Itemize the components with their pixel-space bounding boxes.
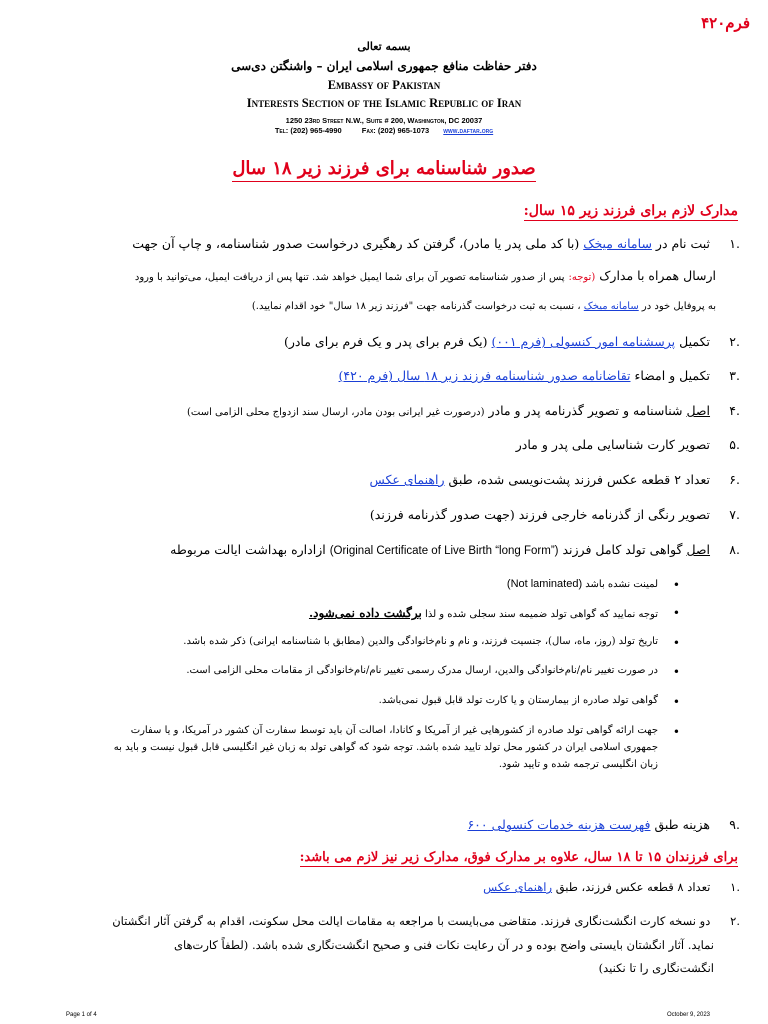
- bullet-name-change: • در صورت تغییر نام/نام‌خانوادگی والدین، ارسال مدرک رسمی تغییر نام/نام‌خانوادگی از مقامات محلی الزامی است.: [38, 662, 658, 679]
- bullet-text: لمینت نشده باشد: [585, 579, 658, 590]
- section2-heading: برای فرزندان ۱۵ تا ۱۸ سال، علاوه بر مدارک فوق، مدارک زیر نیز لازم می باشد:: [299, 850, 738, 865]
- item-text: شناسنامه و تصویر گذرنامه پدر و مادر: [488, 403, 683, 418]
- item-text: گواهی تولد کامل فرزند: [562, 542, 683, 557]
- fax: Fax: (202) 965-1073: [361, 126, 430, 135]
- mikhak-link-2[interactable]: سامانه میخک: [583, 301, 639, 312]
- s1-item-9: [38, 817, 740, 832]
- item-text: (با کد ملی پدر یا مادر)، گرفتن کد رهگیری درخواست صدور شناسنامه، و چاپ آن جهت: [132, 236, 580, 251]
- item-text: تکمیل و امضاء: [634, 368, 711, 383]
- bullet-foreign-cert: [38, 722, 658, 773]
- s1-item-8: [38, 542, 740, 559]
- page-number: Page 1 of 4: [66, 1012, 97, 1018]
- bullet-emphasis: برگشت داده نمی‌شود.: [308, 606, 422, 620]
- s1-item-5: [38, 437, 740, 452]
- item-text: تصویر کارت شناسایی ملی پدر و مادر: [515, 437, 711, 452]
- s1-item-1: [38, 236, 740, 251]
- document-title-text: صدور شناسنامه برای فرزند زیر ۱۸ سال: [232, 158, 535, 182]
- s1-item-6: [38, 472, 740, 487]
- item-number: .۲: [730, 914, 740, 928]
- fee-list-link[interactable]: فهرست هزینه خدمات کنسولی ۶۰۰: [467, 817, 651, 832]
- item-number: .۱: [730, 880, 740, 894]
- office-name-fa: دفتر حفاظت منافع جمهوری اسلامی ایران – واشنگتن دی‌سی: [231, 59, 537, 73]
- item-text: ثبت نام در: [655, 236, 711, 251]
- s2-item-2: [38, 910, 740, 981]
- item-number: .۹: [729, 817, 740, 832]
- item-text: انگشت‌نگاری را تا نکنید): [598, 961, 714, 976]
- s1-item-1-line3: [38, 301, 716, 313]
- item-text: ارسال همراه با مدارک: [599, 268, 716, 283]
- photo-guide-link[interactable]: راهنمای عکس: [369, 472, 445, 487]
- item-text-en: (Original Certificate of Live Birth “long Form”): [329, 545, 559, 557]
- item-number: .۸: [729, 542, 740, 557]
- s1-item-1-line2: [38, 268, 716, 284]
- website-link[interactable]: www.daftar.org: [443, 126, 494, 135]
- document-date: October 9, 2023: [666, 1012, 710, 1018]
- contact-line: [0, 126, 768, 135]
- form-420-link[interactable]: تقاضانامه صدور شناسنامه فرزند زیر ۱۸ سال (فرم ۴۲۰): [338, 368, 631, 383]
- telephone: Tel: (202) 965-4990: [274, 126, 342, 135]
- item-text: تعداد ۸ قطعه عکس فرزند، طبق: [555, 880, 711, 894]
- item-number: .۱: [729, 236, 740, 251]
- s1-item-4: [38, 403, 740, 419]
- item-text: تصویر رنگی از گذرنامه خارجی فرزند (جهت صدور گذرنامه فرزند): [369, 507, 711, 522]
- bullet-text: توجه نمایید که گواهی تولد ضمیمه سند سجلی شده و لذا: [425, 609, 658, 620]
- bullet-not-returned: [38, 603, 658, 623]
- s1-item-7: [38, 507, 740, 522]
- item-text: ازاداره بهداشت ایالت مربوطه: [170, 542, 326, 557]
- bullet-line: • جهت ارائه گواهی تولد صادره از کشورهایی غیر از آمریکا و کانادا، اصالت آن باید توسط سفارت آن کشور در آمریکا، و یا سفارت: [130, 725, 658, 736]
- item-number: .۶: [729, 472, 740, 487]
- item-number: .۴: [729, 403, 740, 418]
- address: 1250 23rd Street N.W., Suite # 200, Washington, DC 20037: [285, 116, 483, 125]
- letterhead: [0, 40, 768, 135]
- item-text: نماید. آثار انگشتان بایستی واضح بوده و در آن رعایت نکات فنی و صحیح انگشت‌نگاری شده باشد. (لطفاً کارت‌های: [173, 937, 714, 952]
- item-text: اصل: [686, 542, 711, 557]
- item-number: .۷: [729, 507, 740, 522]
- item-text: (یک فرم برای پدر و یک فرم برای مادر): [283, 334, 488, 349]
- bullet-not-laminated: [38, 575, 658, 594]
- section1-heading: مدارک لازم برای فرزند زیر ۱۵ سال:: [523, 203, 738, 219]
- note-text: به پروفایل خود در: [641, 301, 716, 312]
- bullet-hospital-cert: • گواهی تولد صادره از بیمارستان و یا کارت تولد قابل قبول نمی‌باشد.: [38, 692, 658, 709]
- item-note: (درصورت غیر ایرانی بودن مادر، ارسال سند ازدواج محلی الزامی است): [186, 407, 485, 418]
- item-text: اصل: [686, 403, 711, 418]
- item-number: .۲: [729, 334, 740, 349]
- interests-section-name: Interests Section of the Islamic Republic of Iran: [246, 96, 522, 110]
- note-text: ، نسبت به ثبت درخواست گذرنامه جهت "فرزند زیر ۱۸ سال" خود اقدام نمایید.): [251, 301, 581, 312]
- note-label: (توجه:: [568, 272, 596, 283]
- item-number: .۵: [729, 437, 740, 452]
- item-text: دو نسخه کارت انگشت‌نگاری فرزند. متقاضی می‌بایست با مراجعه به مقامات ایالت محل سکونت، اقدام به گرفتن آثار انگشتان: [112, 914, 711, 928]
- bullet-text-en: (Not laminated): [506, 578, 583, 590]
- consular-form-001-link[interactable]: پرسشنامه امور کنسولی (فرم ۰۰۱): [491, 334, 676, 349]
- bismillah: بسمه تعالی: [357, 40, 411, 53]
- photo-guide-link-2[interactable]: راهنمای عکس: [483, 880, 553, 894]
- s1-item-2: [38, 334, 740, 349]
- mikhak-link[interactable]: سامانه میخک: [583, 236, 652, 251]
- bullet-line: جمهوری اسلامی ایران در کشور محل تولد تایید شده باشد. توجه شود که گواهی تولد به زبان غیر انگلیسی قابل قبول نیست و باید به: [113, 742, 658, 753]
- item-text: تعداد ۲ قطعه عکس فرزند پشت‌نویسی شده، طبق: [448, 472, 711, 487]
- bullet-line: زبان انگلیسی ترجمه شده و تایید شود.: [498, 759, 658, 770]
- embassy-name: Embassy of Pakistan: [327, 78, 441, 92]
- document-title: [0, 158, 768, 179]
- s2-item-1: [38, 881, 740, 895]
- form-number: فرم۴۲۰: [701, 14, 750, 32]
- bullet-birth-details: • تاریخ تولد (روز، ماه، سال)، جنسیت فرزند، و نام و نام‌خانوادگی والدین (مطابق با شناسنامه ایرانی) ذکر شده باشد.: [38, 633, 658, 650]
- item-number: .۳: [729, 368, 740, 383]
- note-text: پس از صدور شناسنامه تصویر آن برای شما ایمیل خواهد شد. تنها پس از دریافت ایمیل، می‌توانید با ورود: [134, 272, 565, 283]
- item-text: هزینه طبق: [654, 817, 711, 832]
- item-text: تکمیل: [679, 334, 711, 349]
- s1-item-3: [38, 368, 740, 383]
